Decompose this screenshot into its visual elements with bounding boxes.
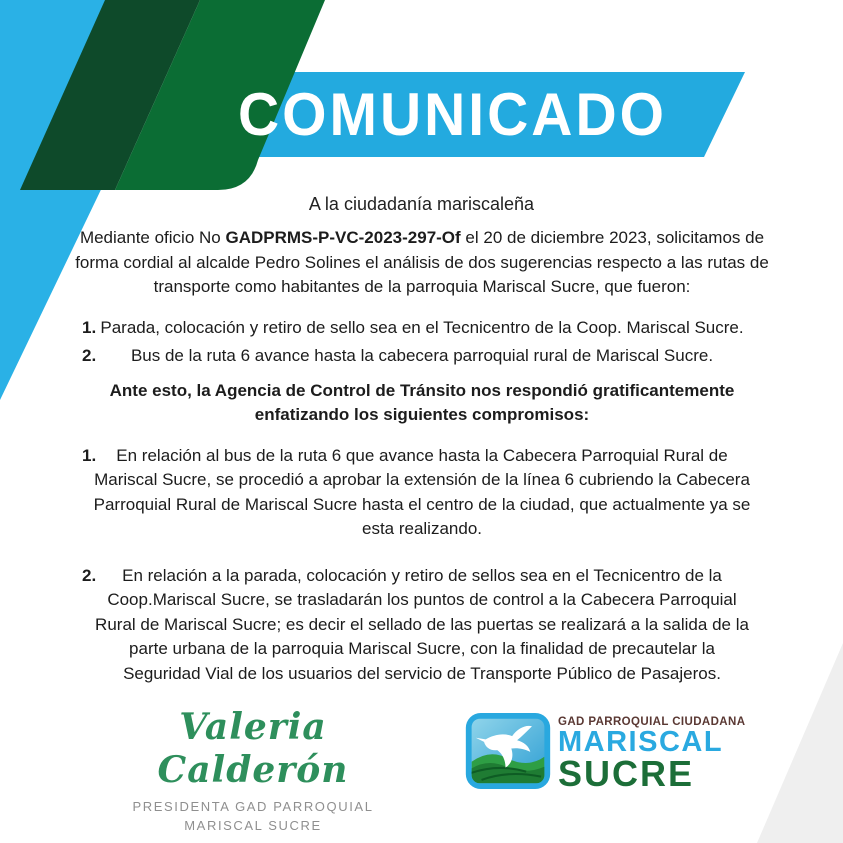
list-number: 1. [82, 445, 97, 465]
logo-tagline: GAD PARROQUIAL CIUDADANA [558, 716, 746, 728]
list-item [64, 444, 780, 542]
list-item [64, 316, 780, 341]
logo-name-sucre: SUCRE [558, 753, 695, 794]
commitments-list [64, 444, 780, 687]
list-number: 2. [82, 346, 97, 365]
intro-post: el 20 de diciembre 2023, solicitamos de forma cordial al alcalde Pedro Solines el análisis de dos sugerencias respecto a las rutas de transporte como habitantes de la parroquia Mariscal Sucre, que fueron: [75, 228, 769, 296]
response-heading: Ante esto, la Agencia de Control de Tránsito nos respondió gratificantemente enfatizando los siguientes compromisos: [109, 380, 735, 424]
signature-title-line1: PRESIDENTA GAD PARROQUIAL [132, 799, 374, 815]
oficio-reference: GADPRMS-P-VC-2023-297-Of [225, 228, 461, 247]
signature-block [88, 706, 418, 835]
flying-bird-over-hills-icon [465, 712, 551, 790]
list-item-text: Bus de la ruta 6 avance hasta la cabecera parroquial rural de Mariscal Sucre. [130, 346, 714, 365]
list-item [64, 344, 780, 369]
list-item-text: Parada, colocación y retiro de sello sea en el Tecnicentro de la Coop. Mariscal Sucre. [100, 317, 744, 337]
logo-text [558, 712, 746, 794]
body-text [64, 226, 780, 708]
signature-title-line2: MARISCAL SUCRE [184, 817, 322, 833]
salutation: A la ciudadanía mariscaleña [308, 194, 535, 214]
intro-paragraph [64, 226, 780, 300]
list-item-text: En relación al bus de la ruta 6 que avance hasta la Cabecera Parroquial Rural de Mariscal Sucre, se procedió a aprobar la extensión de la línea 6 cubriendo la Cabecera Parroquial Rural de Mariscal Sucre hasta el centro de la ciudad, que actualmente ya se esta realizando. [93, 445, 751, 538]
banner-title: COMUNICADO [238, 80, 667, 149]
requests-list [64, 316, 780, 369]
list-item-text: En relación a la parada, colocación y retiro de sellos sea en el Tecnicentro de la Coop.Mariscal Sucre, se trasladarán los puntos de control a la Cabecera Parroquial Rural de Mariscal Sucre; es decir el sellado de las puertas se realizará a la salida de la parte urbana de la parroquia Mariscal Sucre, con la finalidad de precautelar la Seguridad Vial de los usuarios del servicio de Transporte Público de Pasajeros. [95, 565, 749, 683]
gad-logo [465, 712, 746, 794]
list-number: 2. [82, 565, 97, 585]
signature-name: Valeria Calderón [157, 706, 349, 792]
list-number: 1. [82, 317, 97, 337]
signature-title [88, 798, 418, 834]
logo-name-mariscal: MARISCAL [558, 726, 724, 758]
list-item [64, 564, 780, 687]
intro-pre: Mediante oficio No [79, 228, 226, 247]
